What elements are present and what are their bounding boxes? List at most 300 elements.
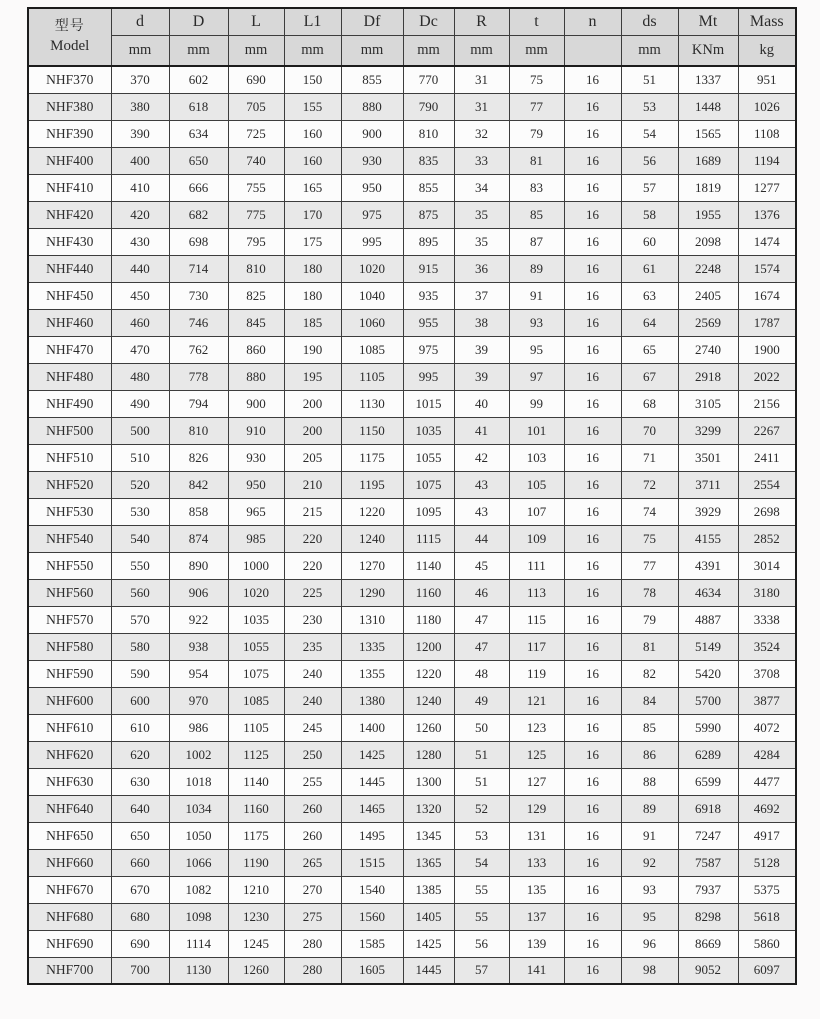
value-cell: 1300 [403, 768, 454, 795]
value-cell: 16 [564, 876, 621, 903]
model-cell: NHF510 [28, 444, 111, 471]
value-cell: 16 [564, 282, 621, 309]
table-row [28, 228, 796, 255]
value-cell: 730 [169, 282, 228, 309]
value-cell: 64 [621, 309, 678, 336]
value-cell: 795 [228, 228, 284, 255]
value-cell: 16 [564, 795, 621, 822]
table-row [28, 822, 796, 849]
model-cell: NHF580 [28, 633, 111, 660]
value-cell: 7937 [678, 876, 738, 903]
value-cell: 835 [403, 147, 454, 174]
table-row [28, 390, 796, 417]
value-cell: 16 [564, 525, 621, 552]
value-cell: 95 [509, 336, 564, 363]
value-cell: 1560 [341, 903, 403, 930]
value-cell: 220 [284, 552, 341, 579]
value-cell: 155 [284, 93, 341, 120]
value-cell: 1020 [228, 579, 284, 606]
value-cell: 775 [228, 201, 284, 228]
value-cell: 560 [111, 579, 169, 606]
model-cell: NHF440 [28, 255, 111, 282]
value-cell: 666 [169, 174, 228, 201]
value-cell: 55 [454, 876, 509, 903]
value-cell: 47 [454, 633, 509, 660]
value-cell: 900 [341, 120, 403, 147]
column-unit-Mt: KNm [678, 35, 738, 66]
value-cell: 570 [111, 606, 169, 633]
value-cell: 875 [403, 201, 454, 228]
column-unit-n [564, 35, 621, 66]
model-cell: NHF470 [28, 336, 111, 363]
value-cell: 2405 [678, 282, 738, 309]
value-cell: 40 [454, 390, 509, 417]
value-cell: 1175 [228, 822, 284, 849]
value-cell: 1075 [228, 660, 284, 687]
value-cell: 640 [111, 795, 169, 822]
value-cell: 79 [621, 606, 678, 633]
value-cell: 85 [509, 201, 564, 228]
column-header-D: D [169, 8, 228, 35]
table-row [28, 444, 796, 471]
model-cell: NHF530 [28, 498, 111, 525]
value-cell: 778 [169, 363, 228, 390]
value-cell: 1270 [341, 552, 403, 579]
value-cell: 2554 [738, 471, 796, 498]
value-cell: 1585 [341, 930, 403, 957]
value-cell: 16 [564, 228, 621, 255]
value-cell: 16 [564, 363, 621, 390]
value-cell: 725 [228, 120, 284, 147]
value-cell: 39 [454, 363, 509, 390]
value-cell: 855 [341, 66, 403, 93]
value-cell: 54 [454, 849, 509, 876]
value-cell: 2022 [738, 363, 796, 390]
value-cell: 3014 [738, 552, 796, 579]
value-cell: 16 [564, 417, 621, 444]
value-cell: 16 [564, 930, 621, 957]
value-cell: 1310 [341, 606, 403, 633]
value-cell: 56 [621, 147, 678, 174]
model-cell: NHF640 [28, 795, 111, 822]
value-cell: 115 [509, 606, 564, 633]
value-cell: 16 [564, 471, 621, 498]
value-cell: 460 [111, 309, 169, 336]
value-cell: 81 [621, 633, 678, 660]
model-cell: NHF660 [28, 849, 111, 876]
value-cell: 1035 [228, 606, 284, 633]
value-cell: 4155 [678, 525, 738, 552]
value-cell: 2698 [738, 498, 796, 525]
model-cell: NHF570 [28, 606, 111, 633]
value-cell: 842 [169, 471, 228, 498]
value-cell: 540 [111, 525, 169, 552]
value-cell: 1095 [403, 498, 454, 525]
value-cell: 16 [564, 174, 621, 201]
value-cell: 16 [564, 849, 621, 876]
value-cell: 2248 [678, 255, 738, 282]
value-cell: 1108 [738, 120, 796, 147]
value-cell: 3105 [678, 390, 738, 417]
value-cell: 1035 [403, 417, 454, 444]
value-cell: 5860 [738, 930, 796, 957]
value-cell: 1082 [169, 876, 228, 903]
value-cell: 1337 [678, 66, 738, 93]
value-cell: 91 [621, 822, 678, 849]
value-cell: 84 [621, 687, 678, 714]
value-cell: 133 [509, 849, 564, 876]
value-cell: 1194 [738, 147, 796, 174]
value-cell: 670 [111, 876, 169, 903]
value-cell: 7587 [678, 849, 738, 876]
value-cell: 127 [509, 768, 564, 795]
value-cell: 2267 [738, 417, 796, 444]
model-cell: NHF480 [28, 363, 111, 390]
value-cell: 38 [454, 309, 509, 336]
value-cell: 60 [621, 228, 678, 255]
model-cell: NHF400 [28, 147, 111, 174]
value-cell: 935 [403, 282, 454, 309]
table-row [28, 471, 796, 498]
value-cell: 1220 [341, 498, 403, 525]
value-cell: 109 [509, 525, 564, 552]
value-cell: 275 [284, 903, 341, 930]
value-cell: 16 [564, 957, 621, 984]
model-cell: NHF650 [28, 822, 111, 849]
value-cell: 855 [403, 174, 454, 201]
table-row [28, 768, 796, 795]
value-cell: 16 [564, 606, 621, 633]
value-cell: 1474 [738, 228, 796, 255]
value-cell: 51 [454, 741, 509, 768]
value-cell: 16 [564, 579, 621, 606]
value-cell: 45 [454, 552, 509, 579]
value-cell: 1050 [169, 822, 228, 849]
column-unit-L1: mm [284, 35, 341, 66]
value-cell: 58 [621, 201, 678, 228]
table-row [28, 606, 796, 633]
value-cell: 380 [111, 93, 169, 120]
value-cell: 2918 [678, 363, 738, 390]
value-cell: 51 [454, 768, 509, 795]
value-cell: 49 [454, 687, 509, 714]
value-cell: 690 [111, 930, 169, 957]
value-cell: 5375 [738, 876, 796, 903]
value-cell: 6599 [678, 768, 738, 795]
value-cell: 995 [403, 363, 454, 390]
value-cell: 4391 [678, 552, 738, 579]
value-cell: 3338 [738, 606, 796, 633]
value-cell: 5990 [678, 714, 738, 741]
value-cell: 71 [621, 444, 678, 471]
value-cell: 31 [454, 66, 509, 93]
value-cell: 1674 [738, 282, 796, 309]
model-cell: NHF390 [28, 120, 111, 147]
value-cell: 150 [284, 66, 341, 93]
value-cell: 1160 [403, 579, 454, 606]
value-cell: 105 [509, 471, 564, 498]
value-cell: 113 [509, 579, 564, 606]
value-cell: 1260 [228, 957, 284, 984]
value-cell: 52 [454, 795, 509, 822]
model-label-zh: 型号 [54, 18, 85, 34]
value-cell: 39 [454, 336, 509, 363]
value-cell: 6289 [678, 741, 738, 768]
value-cell: 51 [621, 66, 678, 93]
value-cell: 86 [621, 741, 678, 768]
value-cell: 1040 [341, 282, 403, 309]
value-cell: 746 [169, 309, 228, 336]
value-cell: 4692 [738, 795, 796, 822]
value-cell: 160 [284, 147, 341, 174]
value-cell: 1140 [403, 552, 454, 579]
model-cell: NHF700 [28, 957, 111, 984]
value-cell: 1018 [169, 768, 228, 795]
value-cell: 3877 [738, 687, 796, 714]
value-cell: 33 [454, 147, 509, 174]
model-cell: NHF380 [28, 93, 111, 120]
value-cell: 810 [228, 255, 284, 282]
value-cell: 190 [284, 336, 341, 363]
column-unit-D: mm [169, 35, 228, 66]
value-cell: 620 [111, 741, 169, 768]
value-cell: 36 [454, 255, 509, 282]
value-cell: 1066 [169, 849, 228, 876]
value-cell: 400 [111, 147, 169, 174]
value-cell: 65 [621, 336, 678, 363]
value-cell: 6097 [738, 957, 796, 984]
table-row [28, 363, 796, 390]
value-cell: 16 [564, 633, 621, 660]
value-cell: 698 [169, 228, 228, 255]
value-cell: 125 [509, 741, 564, 768]
model-cell: NHF690 [28, 930, 111, 957]
value-cell: 1055 [403, 444, 454, 471]
value-cell: 92 [621, 849, 678, 876]
value-cell: 16 [564, 498, 621, 525]
column-unit-Dc: mm [403, 35, 454, 66]
value-cell: 4917 [738, 822, 796, 849]
value-cell: 410 [111, 174, 169, 201]
value-cell: 1385 [403, 876, 454, 903]
value-cell: 915 [403, 255, 454, 282]
table-row [28, 309, 796, 336]
value-cell: 4634 [678, 579, 738, 606]
value-cell: 1015 [403, 390, 454, 417]
column-unit-L: mm [228, 35, 284, 66]
value-cell: 2740 [678, 336, 738, 363]
table-row [28, 525, 796, 552]
value-cell: 170 [284, 201, 341, 228]
value-cell: 1335 [341, 633, 403, 660]
value-cell: 43 [454, 471, 509, 498]
table-row [28, 903, 796, 930]
value-cell: 53 [621, 93, 678, 120]
value-cell: 78 [621, 579, 678, 606]
table-row [28, 849, 796, 876]
value-cell: 922 [169, 606, 228, 633]
value-cell: 101 [509, 417, 564, 444]
table-row [28, 336, 796, 363]
header-name-row [28, 8, 796, 35]
value-cell: 280 [284, 957, 341, 984]
value-cell: 16 [564, 147, 621, 174]
value-cell: 1405 [403, 903, 454, 930]
value-cell: 3524 [738, 633, 796, 660]
value-cell: 225 [284, 579, 341, 606]
value-cell: 117 [509, 633, 564, 660]
value-cell: 35 [454, 201, 509, 228]
value-cell: 634 [169, 120, 228, 147]
value-cell: 1140 [228, 768, 284, 795]
column-header-t: t [509, 8, 564, 35]
value-cell: 16 [564, 255, 621, 282]
value-cell: 160 [284, 120, 341, 147]
value-cell: 3708 [738, 660, 796, 687]
value-cell: 930 [228, 444, 284, 471]
value-cell: 1365 [403, 849, 454, 876]
value-cell: 900 [228, 390, 284, 417]
value-cell: 46 [454, 579, 509, 606]
model-cell: NHF410 [28, 174, 111, 201]
table-row [28, 741, 796, 768]
column-header-d: d [111, 8, 169, 35]
value-cell: 790 [403, 93, 454, 120]
value-cell: 16 [564, 66, 621, 93]
value-cell: 1465 [341, 795, 403, 822]
value-cell: 97 [509, 363, 564, 390]
value-cell: 81 [509, 147, 564, 174]
column-header-model [28, 8, 111, 66]
value-cell: 5149 [678, 633, 738, 660]
value-cell: 8298 [678, 903, 738, 930]
value-cell: 93 [621, 876, 678, 903]
value-cell: 75 [621, 525, 678, 552]
value-cell: 630 [111, 768, 169, 795]
table-row [28, 714, 796, 741]
value-cell: 1130 [169, 957, 228, 984]
value-cell: 602 [169, 66, 228, 93]
value-cell: 70 [621, 417, 678, 444]
value-cell: 3929 [678, 498, 738, 525]
value-cell: 260 [284, 822, 341, 849]
value-cell: 1034 [169, 795, 228, 822]
value-cell: 44 [454, 525, 509, 552]
value-cell: 16 [564, 552, 621, 579]
value-cell: 890 [169, 552, 228, 579]
value-cell: 185 [284, 309, 341, 336]
value-cell: 714 [169, 255, 228, 282]
header-unit-row [28, 35, 796, 66]
value-cell: 63 [621, 282, 678, 309]
table-row [28, 66, 796, 93]
value-cell: 618 [169, 93, 228, 120]
column-header-R: R [454, 8, 509, 35]
value-cell: 810 [403, 120, 454, 147]
value-cell: 1105 [228, 714, 284, 741]
value-cell: 77 [621, 552, 678, 579]
value-cell: 1689 [678, 147, 738, 174]
value-cell: 3711 [678, 471, 738, 498]
value-cell: 16 [564, 768, 621, 795]
value-cell: 825 [228, 282, 284, 309]
value-cell: 1955 [678, 201, 738, 228]
value-cell: 2098 [678, 228, 738, 255]
value-cell: 265 [284, 849, 341, 876]
value-cell: 755 [228, 174, 284, 201]
value-cell: 57 [454, 957, 509, 984]
value-cell: 1085 [228, 687, 284, 714]
value-cell: 68 [621, 390, 678, 417]
value-cell: 96 [621, 930, 678, 957]
value-cell: 590 [111, 660, 169, 687]
value-cell: 1195 [341, 471, 403, 498]
value-cell: 255 [284, 768, 341, 795]
value-cell: 955 [403, 309, 454, 336]
value-cell: 72 [621, 471, 678, 498]
table-row [28, 120, 796, 147]
value-cell: 682 [169, 201, 228, 228]
value-cell: 2569 [678, 309, 738, 336]
value-cell: 111 [509, 552, 564, 579]
value-cell: 450 [111, 282, 169, 309]
value-cell: 57 [621, 174, 678, 201]
value-cell: 95 [621, 903, 678, 930]
value-cell: 390 [111, 120, 169, 147]
column-header-ds: ds [621, 8, 678, 35]
value-cell: 7247 [678, 822, 738, 849]
value-cell: 88 [621, 768, 678, 795]
value-cell: 1819 [678, 174, 738, 201]
value-cell: 50 [454, 714, 509, 741]
model-cell: NHF420 [28, 201, 111, 228]
value-cell: 950 [341, 174, 403, 201]
value-cell: 975 [341, 201, 403, 228]
value-cell: 195 [284, 363, 341, 390]
value-cell: 1180 [403, 606, 454, 633]
value-cell: 139 [509, 930, 564, 957]
value-cell: 16 [564, 660, 621, 687]
value-cell: 1115 [403, 525, 454, 552]
value-cell: 235 [284, 633, 341, 660]
value-cell: 880 [228, 363, 284, 390]
value-cell: 1020 [341, 255, 403, 282]
value-cell: 200 [284, 390, 341, 417]
column-unit-Df: mm [341, 35, 403, 66]
value-cell: 1245 [228, 930, 284, 957]
value-cell: 34 [454, 174, 509, 201]
value-cell: 5618 [738, 903, 796, 930]
value-cell: 3501 [678, 444, 738, 471]
value-cell: 1277 [738, 174, 796, 201]
value-cell: 180 [284, 282, 341, 309]
value-cell: 9052 [678, 957, 738, 984]
value-cell: 16 [564, 390, 621, 417]
value-cell: 47 [454, 606, 509, 633]
value-cell: 1376 [738, 201, 796, 228]
value-cell: 650 [169, 147, 228, 174]
value-cell: 1098 [169, 903, 228, 930]
model-cell: NHF490 [28, 390, 111, 417]
model-cell: NHF610 [28, 714, 111, 741]
value-cell: 175 [284, 228, 341, 255]
value-cell: 119 [509, 660, 564, 687]
value-cell: 1075 [403, 471, 454, 498]
table-header [28, 8, 796, 66]
column-header-Dc: Dc [403, 8, 454, 35]
value-cell: 16 [564, 93, 621, 120]
value-cell: 1448 [678, 93, 738, 120]
